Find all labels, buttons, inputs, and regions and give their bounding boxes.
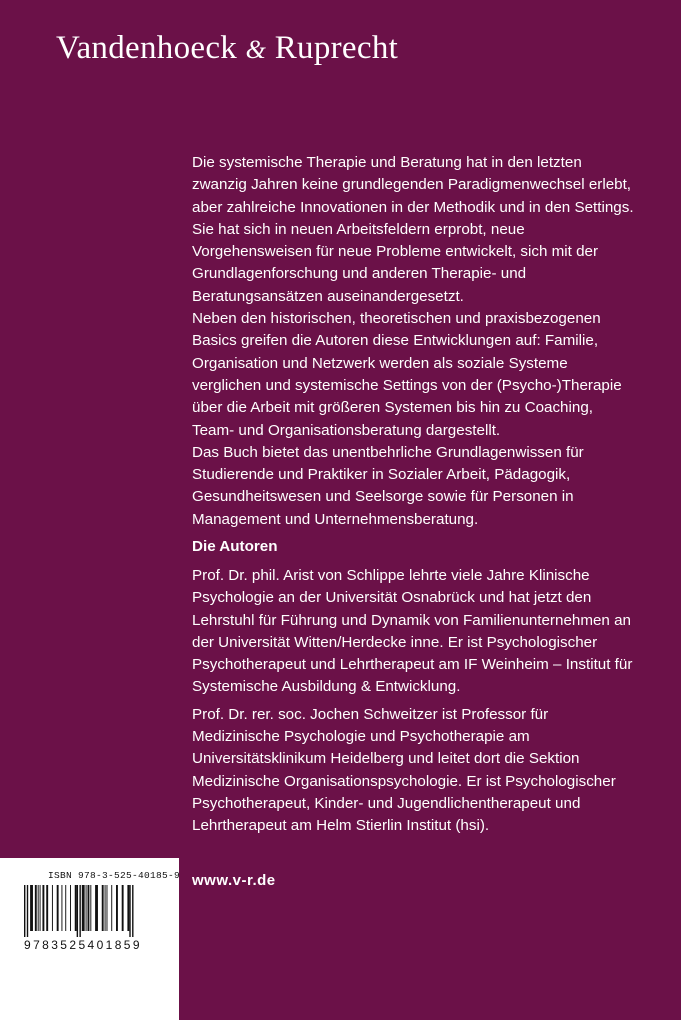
barcode-bar: [86, 885, 87, 931]
barcode-bar: [70, 885, 71, 931]
barcode-bar: [102, 885, 104, 931]
barcode-bar: [88, 885, 90, 931]
barcode-guard-bar: [79, 885, 80, 937]
barcode-bar: [42, 885, 44, 931]
barcode-bar: [105, 885, 106, 931]
author-bio: Prof. Dr. phil. Arist von Schlippe lehrte viele Jahre Klinische Psychologie an der Universität Osnabrück und hat jetzt den Lehrstuhl für Führung und Dynamik von Familienunternehmen an der Universität Witten/Herdecke inne. Er ist Psychologischer Psychotherapeut und Lehrtherapeut am IF Weinheim – Institut für Systemische Ausbildung & Entwicklung.: [192, 567, 633, 696]
barcode-bar: [90, 885, 91, 931]
barcode-bar: [38, 885, 39, 931]
barcode-bar: [35, 885, 37, 931]
barcode-bar: [40, 885, 41, 931]
barcode-guard-bar: [132, 885, 133, 937]
barcode-bar: [75, 885, 77, 931]
blurb-paragraph: Neben den historischen, theoretischen und praxisbezogenen Basics greifen die Autoren diese Entwicklungen auf: Familie, Organisation und Netzwerk werden als soziale Systeme verglichen und systemische Settings von der (Psycho-)Therapie über die Arbeit mit größeren Systemen bis hin zu Coaching, Team- und Organisationsberatung dargestellt.: [192, 310, 622, 439]
barcode-bar: [61, 885, 62, 931]
blurb: [192, 152, 635, 531]
publisher-main: Vandenhoeck: [56, 30, 238, 66]
authors-heading: Die Autoren: [192, 538, 278, 555]
barcode-guard-bar: [27, 885, 28, 937]
barcode-bar: [57, 885, 59, 931]
barcode-bar: [111, 885, 112, 931]
barcode-guard-bar: [24, 885, 25, 937]
website-link[interactable]: www.v-r.de: [192, 872, 276, 889]
blurb-paragraph: Das Buch bietet das unentbehrliche Grundlagenwissen für Studierende und Praktiker in Sozialer Arbeit, Pädagogik, Gesundheitswesen und Seelsorge sowie für Personen in Management und Unternehmensberatung.: [192, 443, 584, 528]
barcode-bar: [127, 885, 129, 931]
barcode-guard-bar: [129, 885, 130, 937]
barcode-bar: [52, 885, 53, 931]
barcode-bar: [95, 885, 98, 931]
barcode-bar: [122, 885, 124, 931]
barcode-bar: [65, 885, 66, 931]
isbn-label: ISBN 978-3-525-40185-9: [48, 870, 181, 881]
barcode-digits: 9783525401859: [24, 938, 142, 952]
barcode-bar: [116, 885, 118, 931]
publisher-second: Ruprecht: [274, 30, 399, 66]
barcode-guard-bar: [77, 885, 78, 937]
authors-section: [192, 536, 635, 843]
publisher-ampersand: &: [245, 35, 267, 64]
barcode-bar: [46, 885, 48, 931]
publisher-name: [56, 30, 398, 67]
barcode-bar: [30, 885, 33, 931]
author-bio: Prof. Dr. rer. soc. Jochen Schweitzer ist Professor für Medizinische Psychologie und Psychotherapie am Universitätsklinikum Heidelberg und leitet dort die Sektion Medizinische Organisationspsychologie. Er ist Psychologischer Psychotherapeut, Kinder- und Jugendlichentherapeut und Lehrtherapeut am Helm Stierlin Institut (hsi).: [192, 705, 616, 835]
barcode-bar: [82, 885, 85, 931]
barcode-bars: [22, 885, 172, 937]
barcode-bar: [107, 885, 108, 931]
blurb-paragraph: Die systemische Therapie und Beratung hat in den letzten zwanzig Jahren keine grundlegenden Paradigmenwechsel erlebt, aber zahlreiche Innovationen in der Methodik und in den Settings. Sie hat sich in neuen Arbeitsfeldern erprobt, neue Vorgehensweisen für neue Probleme entwickelt, sich mit der Grundlagenforschung und anderen Therapie- und Beratungsansätzen auseinandergesetzt.: [192, 154, 634, 305]
